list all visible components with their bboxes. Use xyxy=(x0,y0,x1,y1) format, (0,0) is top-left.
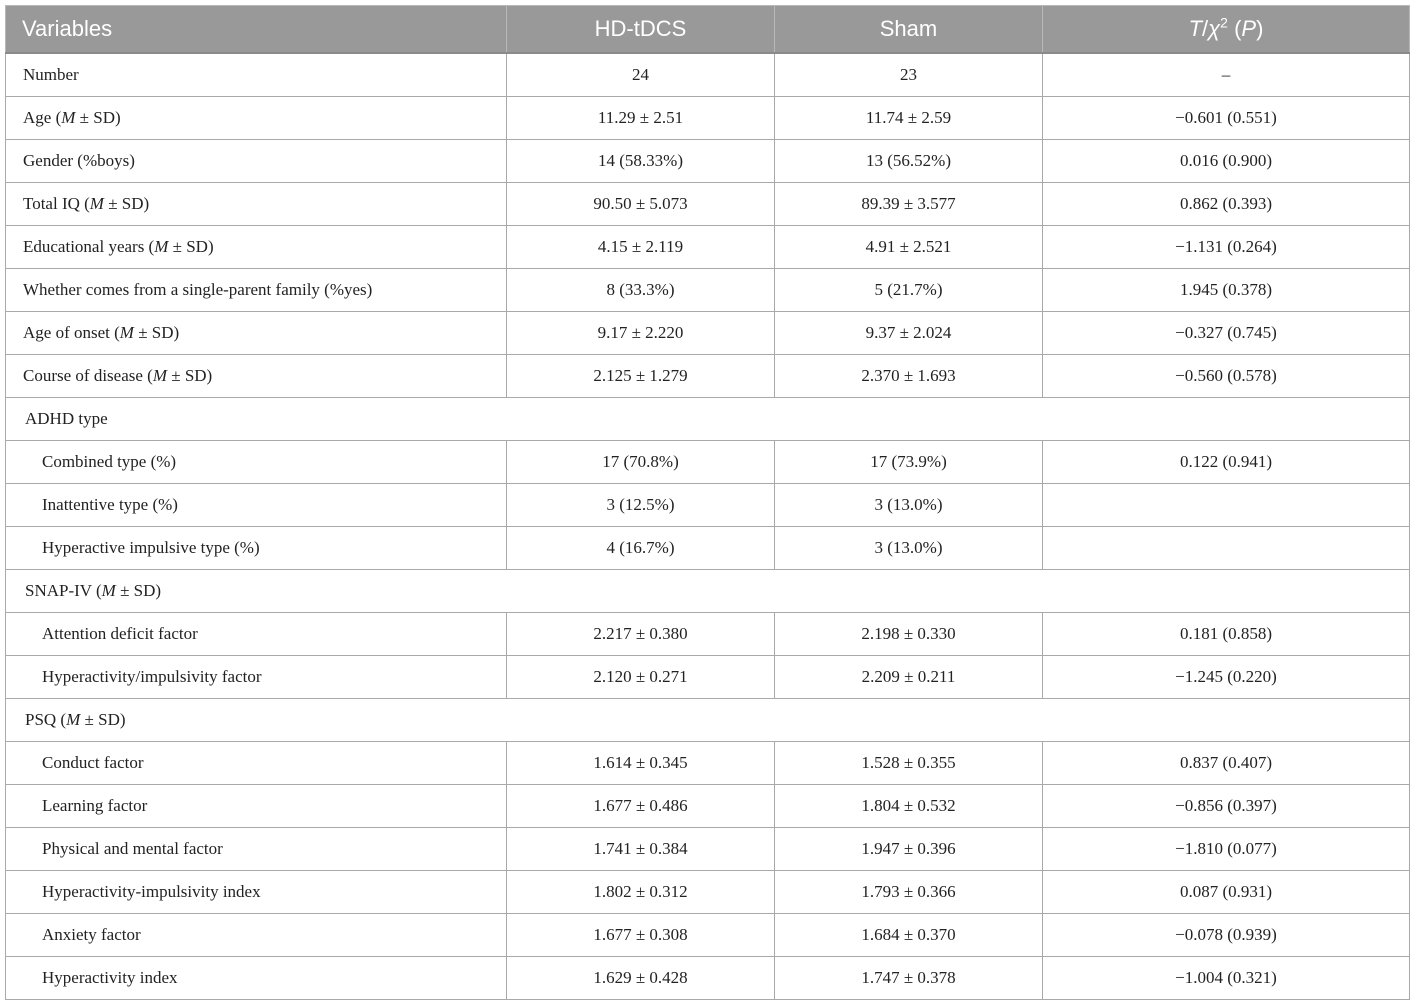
row-label: Hyperactivity-impulsivity index xyxy=(6,871,507,914)
row-label: Physical and mental factor xyxy=(6,828,507,871)
stat-value: 0.837 (0.407) xyxy=(1043,742,1410,785)
stat-t-symbol: T xyxy=(1188,16,1203,41)
hd-tdcs-value: 90.50 ± 5.073 xyxy=(507,183,775,226)
hd-tdcs-value: 1.802 ± 0.312 xyxy=(507,871,775,914)
table-row xyxy=(6,484,1410,527)
hd-tdcs-value: 1.629 ± 0.428 xyxy=(507,957,775,1000)
stat-p-open: ( xyxy=(1227,16,1242,41)
table-row xyxy=(6,742,1410,785)
stat-chi-symbol: χ xyxy=(1208,16,1221,41)
hd-tdcs-value: 2.217 ± 0.380 xyxy=(507,613,775,656)
stat-value: −0.078 (0.939) xyxy=(1043,914,1410,957)
table-row xyxy=(6,957,1410,1000)
sham-value: 17 (73.9%) xyxy=(775,441,1043,484)
sham-value: 3 (13.0%) xyxy=(775,527,1043,570)
row-label: Whether comes from a single-parent family (%yes) xyxy=(6,269,507,312)
row-label: Age (M ± SD) xyxy=(6,97,507,140)
table-row xyxy=(6,914,1410,957)
group-row-psq xyxy=(6,699,1410,742)
stat-value: – xyxy=(1043,53,1410,97)
table-row xyxy=(6,97,1410,140)
stat-value: −1.810 (0.077) xyxy=(1043,828,1410,871)
stat-value: 1.945 (0.378) xyxy=(1043,269,1410,312)
row-label: Anxiety factor xyxy=(6,914,507,957)
row-label: Total IQ (M ± SD) xyxy=(6,183,507,226)
hd-tdcs-value: 2.125 ± 1.279 xyxy=(507,355,775,398)
sham-value: 1.793 ± 0.366 xyxy=(775,871,1043,914)
group-row-snap-iv xyxy=(6,570,1410,613)
row-label: Hyperactivity index xyxy=(6,957,507,1000)
hd-tdcs-value: 1.677 ± 0.308 xyxy=(507,914,775,957)
table-row xyxy=(6,656,1410,699)
sham-value: 1.804 ± 0.532 xyxy=(775,785,1043,828)
header-row xyxy=(6,6,1410,54)
row-label: Gender (%boys) xyxy=(6,140,507,183)
sham-value: 1.528 ± 0.355 xyxy=(775,742,1043,785)
table-row xyxy=(6,441,1410,484)
sham-value: 9.37 ± 2.024 xyxy=(775,312,1043,355)
sham-value: 1.684 ± 0.370 xyxy=(775,914,1043,957)
hd-tdcs-value: 24 xyxy=(507,53,775,97)
row-label: Number xyxy=(6,53,507,97)
sham-value: 1.747 ± 0.378 xyxy=(775,957,1043,1000)
hd-tdcs-value: 17 (70.8%) xyxy=(507,441,775,484)
group-label: PSQ (M ± SD) xyxy=(6,699,1410,742)
table-row xyxy=(6,226,1410,269)
col-header-hd-tdcs: HD-tDCS xyxy=(507,6,775,54)
group-label: SNAP-IV (M ± SD) xyxy=(6,570,1410,613)
stat-value: −0.856 (0.397) xyxy=(1043,785,1410,828)
table-row xyxy=(6,269,1410,312)
hd-tdcs-value: 14 (58.33%) xyxy=(507,140,775,183)
row-label: Age of onset (M ± SD) xyxy=(6,312,507,355)
col-header-sham: Sham xyxy=(775,6,1043,54)
hd-tdcs-value: 4.15 ± 2.119 xyxy=(507,226,775,269)
table-row xyxy=(6,355,1410,398)
stat-value: −1.004 (0.321) xyxy=(1043,957,1410,1000)
table-row xyxy=(6,613,1410,656)
sham-value: 23 xyxy=(775,53,1043,97)
row-label: Combined type (%) xyxy=(6,441,507,484)
sham-value: 13 (56.52%) xyxy=(775,140,1043,183)
table-row xyxy=(6,140,1410,183)
group-row-adhd-type xyxy=(6,398,1410,441)
row-label: Educational years (M ± SD) xyxy=(6,226,507,269)
stat-value: −1.131 (0.264) xyxy=(1043,226,1410,269)
hd-tdcs-value: 1.677 ± 0.486 xyxy=(507,785,775,828)
stat-value xyxy=(1043,484,1410,527)
table-row xyxy=(6,183,1410,226)
stat-p-close: ) xyxy=(1256,16,1264,41)
row-label: Course of disease (M ± SD) xyxy=(6,355,507,398)
row-label: Conduct factor xyxy=(6,742,507,785)
sham-value: 2.209 ± 0.211 xyxy=(775,656,1043,699)
row-label: Hyperactive impulsive type (%) xyxy=(6,527,507,570)
sham-value: 2.198 ± 0.330 xyxy=(775,613,1043,656)
stat-p-symbol: P xyxy=(1241,16,1257,41)
hd-tdcs-value: 2.120 ± 0.271 xyxy=(507,656,775,699)
sham-value: 4.91 ± 2.521 xyxy=(775,226,1043,269)
sham-value: 3 (13.0%) xyxy=(775,484,1043,527)
col-header-variables: Variables xyxy=(6,6,507,54)
stat-value: 0.862 (0.393) xyxy=(1043,183,1410,226)
hd-tdcs-value: 1.614 ± 0.345 xyxy=(507,742,775,785)
stat-chi-exponent: 2 xyxy=(1220,14,1228,31)
stat-value: 0.181 (0.858) xyxy=(1043,613,1410,656)
row-label: Hyperactivity/impulsivity factor xyxy=(6,656,507,699)
stat-value: −1.245 (0.220) xyxy=(1043,656,1410,699)
hd-tdcs-value: 8 (33.3%) xyxy=(507,269,775,312)
sham-value: 11.74 ± 2.59 xyxy=(775,97,1043,140)
sham-value: 2.370 ± 1.693 xyxy=(775,355,1043,398)
row-label: Inattentive type (%) xyxy=(6,484,507,527)
baseline-characteristics-table xyxy=(5,5,1410,1000)
table-row xyxy=(6,527,1410,570)
stat-value xyxy=(1043,527,1410,570)
col-header-statistic xyxy=(1043,6,1410,54)
group-label: ADHD type xyxy=(6,398,1410,441)
stat-value: 0.122 (0.941) xyxy=(1043,441,1410,484)
hd-tdcs-value: 9.17 ± 2.220 xyxy=(507,312,775,355)
row-label: Attention deficit factor xyxy=(6,613,507,656)
stat-value: −0.560 (0.578) xyxy=(1043,355,1410,398)
stat-value: 0.087 (0.931) xyxy=(1043,871,1410,914)
sham-value: 1.947 ± 0.396 xyxy=(775,828,1043,871)
row-label: Learning factor xyxy=(6,785,507,828)
table-row xyxy=(6,828,1410,871)
stat-value: −0.327 (0.745) xyxy=(1043,312,1410,355)
hd-tdcs-value: 4 (16.7%) xyxy=(507,527,775,570)
table-row xyxy=(6,53,1410,97)
stat-value: −0.601 (0.551) xyxy=(1043,97,1410,140)
hd-tdcs-value: 3 (12.5%) xyxy=(507,484,775,527)
stat-slash: / xyxy=(1202,16,1209,41)
table-row xyxy=(6,871,1410,914)
table-row xyxy=(6,785,1410,828)
stat-value: 0.016 (0.900) xyxy=(1043,140,1410,183)
sham-value: 89.39 ± 3.577 xyxy=(775,183,1043,226)
table-row xyxy=(6,312,1410,355)
hd-tdcs-value: 11.29 ± 2.51 xyxy=(507,97,775,140)
sham-value: 5 (21.7%) xyxy=(775,269,1043,312)
hd-tdcs-value: 1.741 ± 0.384 xyxy=(507,828,775,871)
